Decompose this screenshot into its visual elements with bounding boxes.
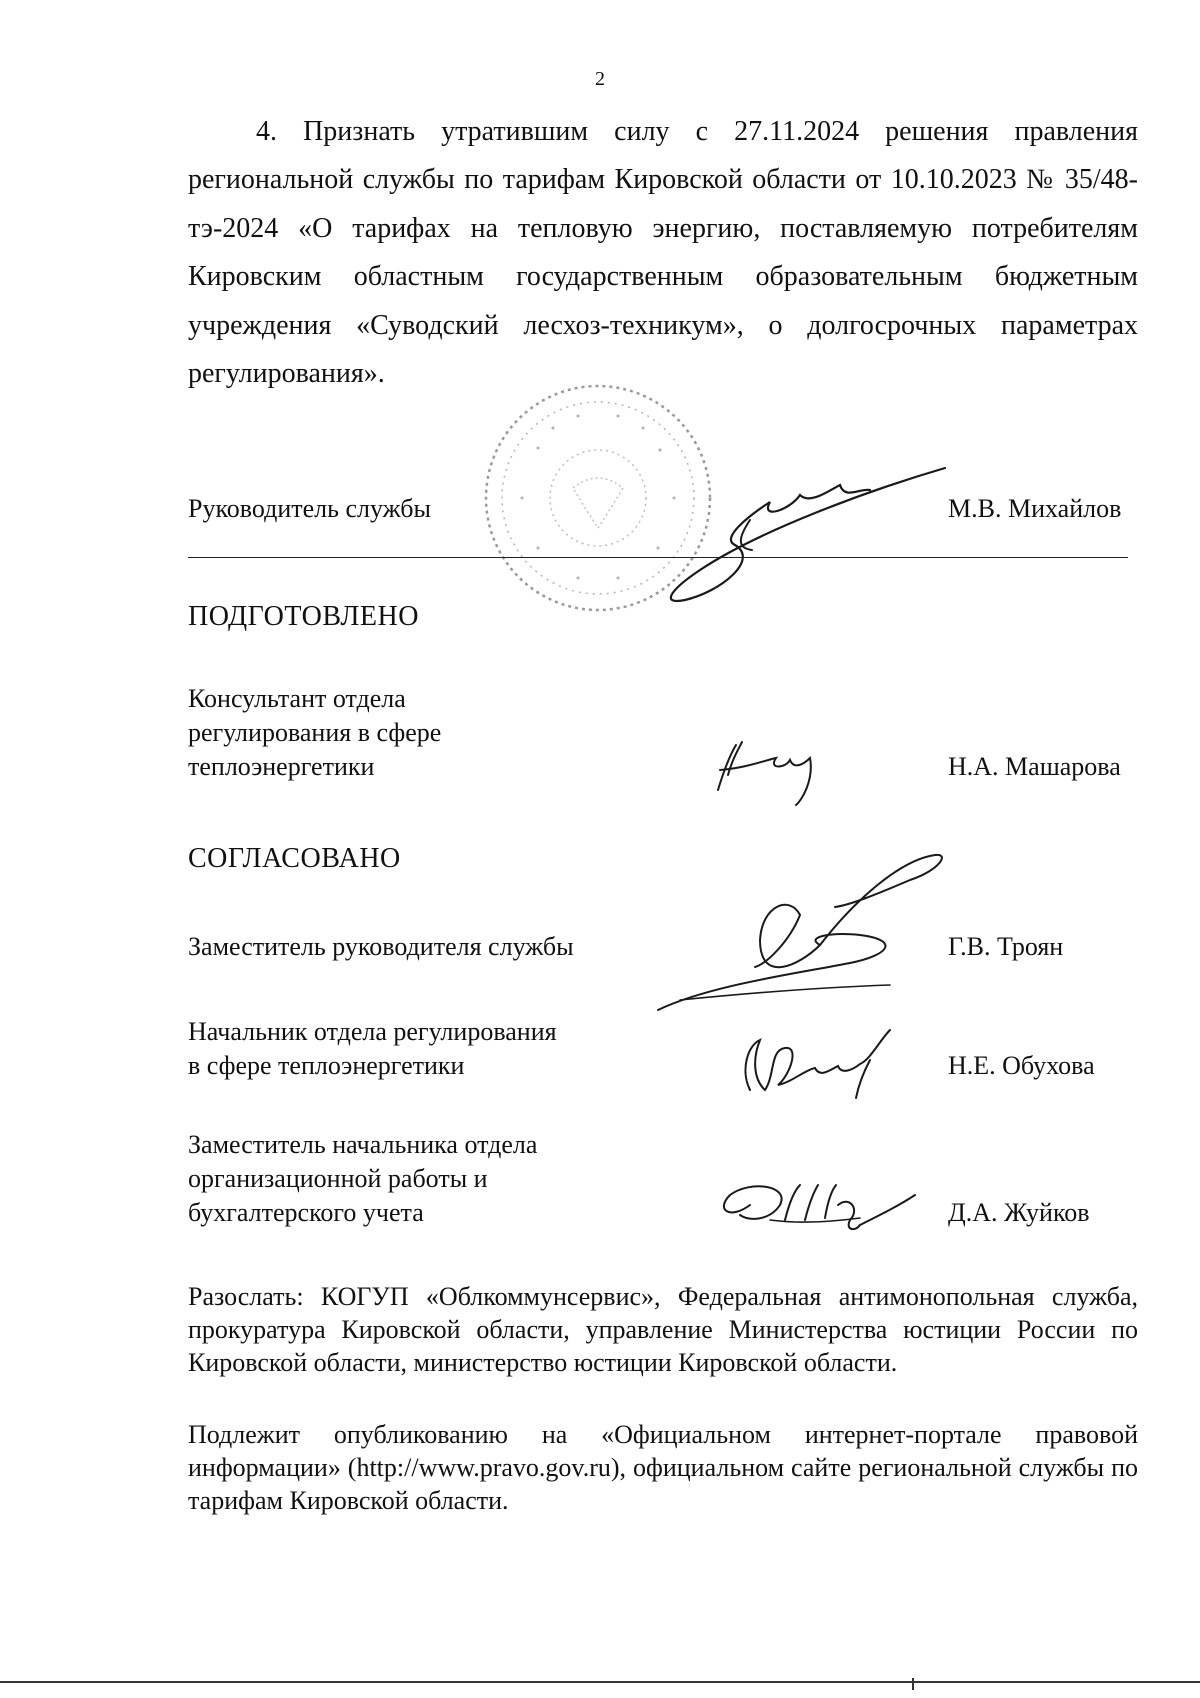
footer-mark — [912, 1678, 914, 1690]
publication-note: Подлежит опубликованию на «Официальном интернет-портале правовой информации» (http://www.pravo.gov.ru), официальном сайте региональной службы по тарифам Кировской области. — [188, 1420, 1138, 1515]
paragraph-4: 4. Признать утратившим силу с 27.11.2024 решения правления региональной службы по тарифам Кировской области от 10.10.2023 № 35/48-тэ-2024 «О тарифах на тепловую энергию, поставляемую потребителям Кировским областным государственным образовательным бюджетным учреждения «Суводский лесхоз-техникум», о долгосрочных параметрах регулирования». — [188, 116, 1138, 390]
signer-3-signature — [710, 1160, 920, 1240]
signer-1-title: Заместитель руководителя службы — [188, 932, 574, 961]
signer-3-name: Д.А. Жуйков — [948, 1198, 1090, 1227]
head-title: Руководитель службы — [188, 494, 431, 523]
distribution-list: Разослать: КОГУП «Облкоммунсервис», Федеральная антимонопольная служба, прокуратура Кировской области, управление Министерства юстиции России по Кировской области, министерство юстиции Кировской области. — [188, 1282, 1138, 1377]
signer-1-name: Г.В. Троян — [948, 932, 1064, 961]
head-signature — [640, 460, 960, 610]
agreed-heading: СОГЛАСОВАНО — [188, 843, 401, 874]
footer-border — [0, 1681, 1200, 1683]
prepared-title-line-3: теплоэнергетики — [188, 752, 375, 781]
signer-1-signature — [650, 845, 950, 1015]
prepared-name: Н.А. Машарова — [948, 752, 1121, 781]
page-number: 2 — [595, 68, 605, 90]
separator-line — [188, 557, 1128, 558]
signer-3-title-line-1: Заместитель начальника отдела — [188, 1130, 538, 1159]
signer-2-title-line-2: в сфере теплоэнергетики — [188, 1051, 465, 1080]
signer-2-title-line-1: Начальник отдела регулирования — [188, 1017, 557, 1046]
signer-3-title-line-2: организационной работы и — [188, 1164, 488, 1193]
head-name: М.В. Михайлов — [948, 494, 1122, 523]
prepared-heading: ПОДГОТОВЛЕНО — [188, 601, 419, 632]
prepared-title-line-2: регулирования в сфере — [188, 718, 442, 747]
signer-3-title-line-3: бухгалтерского учета — [188, 1198, 424, 1227]
prepared-title-line-1: Консультант отдела — [188, 684, 406, 713]
signer-2-name: Н.Е. Обухова — [948, 1051, 1095, 1080]
signer-2-signature — [730, 1020, 900, 1105]
prepared-signature — [706, 730, 836, 810]
